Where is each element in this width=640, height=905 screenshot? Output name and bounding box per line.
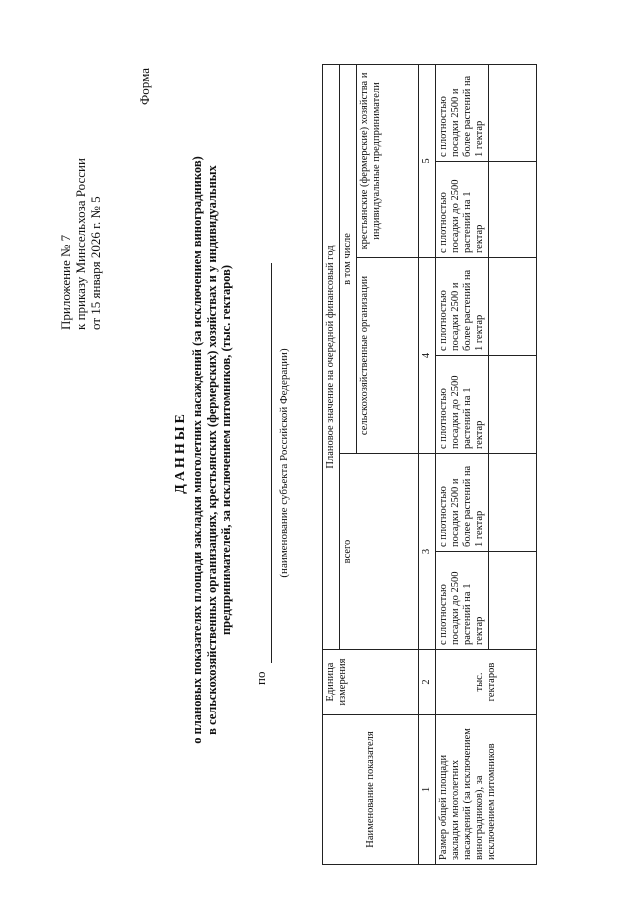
form-label: Форма	[137, 68, 152, 105]
subject-fill-line	[271, 263, 272, 663]
annex-order: к приказу Минсельхоза России	[73, 158, 88, 330]
value-cell-farms-low[interactable]	[489, 162, 537, 258]
value-cell-farms-high[interactable]	[489, 64, 537, 161]
column-number-3: 3	[419, 454, 436, 650]
column-number-5: 5	[419, 64, 436, 257]
subject-caption: (наименование субъекта Российской Федерации)	[278, 348, 290, 578]
subtitle-line-1: о плановых показателях площади закладки многолетних насаждений (за исключением виноградников)	[190, 156, 204, 744]
value-cell-orgs-low[interactable]	[489, 356, 537, 454]
density-high-orgs: с плотностью посадки 2500 и более растений на 1 гектар	[436, 258, 489, 356]
header-agri-orgs: сельскохозяйственные организации	[357, 258, 419, 454]
annex-number: Приложение № 7	[58, 234, 73, 330]
density-low-farms: с плотностью посадки до 2500 растений на 1 гектар	[436, 162, 489, 258]
density-high-total: с плотностью посадки 2500 и более растений на 1 гектар	[436, 454, 489, 552]
header-total: всего	[340, 454, 419, 650]
column-number-4: 4	[419, 258, 436, 454]
density-low-orgs: с плотностью посадки до 2500 растений на 1 гектар	[436, 356, 489, 454]
annex-date: от 15 января 2026 г. № 5	[88, 196, 103, 330]
value-cell-orgs-high[interactable]	[489, 258, 537, 356]
data-table	[322, 64, 537, 865]
column-number-2: 2	[419, 650, 436, 715]
value-cell-total-high[interactable]	[489, 454, 537, 552]
value-cell-total-low[interactable]	[489, 552, 537, 650]
subtitle-line-2: в сельскохозяйственных организациях, крестьянских (фермерских) хозяйствах и у индивидуальных	[204, 165, 219, 735]
density-high-farms: с плотностью посадки 2500 и более растений на 1 гектар	[436, 64, 489, 161]
column-number-row	[419, 64, 436, 864]
document-subtitle	[190, 65, 234, 835]
header-including: в том числе	[340, 64, 357, 453]
header-indicator-name: Наименование показателя	[323, 715, 419, 865]
density-subheader-row	[436, 64, 489, 864]
row1-unit: тыс. гектаров	[436, 650, 537, 715]
annex-header	[58, 158, 103, 330]
document-title: ДАННЫЕ	[173, 411, 188, 494]
density-low-total: с плотностью посадки до 2500 растений на 1 гектар	[436, 552, 489, 650]
subject-prefix: по	[253, 671, 268, 685]
header-unit: Единица измерения	[323, 650, 419, 715]
row1-indicator-name: Размер общей площади закладки многолетних насаждений (за исключением виноградников), за исключением питомников	[436, 715, 537, 865]
header-plan-value: Плановое значение на очередной финансовый год	[323, 64, 340, 649]
column-number-1: 1	[419, 715, 436, 865]
subtitle-line-3: предпринимателей, за исключением питомников, (тыс. гектаров)	[219, 264, 234, 636]
header-farms: крестьянские (фермерские) хозяйства и индивидуальные предприниматели	[357, 64, 419, 257]
header-row-1	[323, 64, 340, 864]
